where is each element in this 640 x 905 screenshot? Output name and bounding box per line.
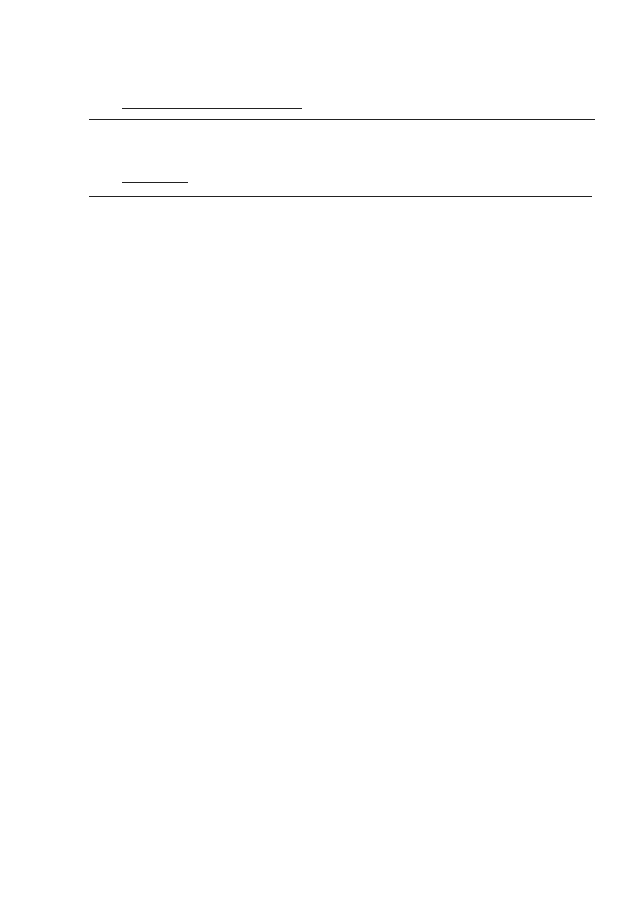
blank-line xyxy=(122,96,302,109)
clause-1-2 xyxy=(89,170,595,187)
fill-line xyxy=(89,119,595,120)
fill-line xyxy=(89,196,592,197)
clause-1-1 xyxy=(89,96,595,113)
blank-line xyxy=(122,170,188,183)
